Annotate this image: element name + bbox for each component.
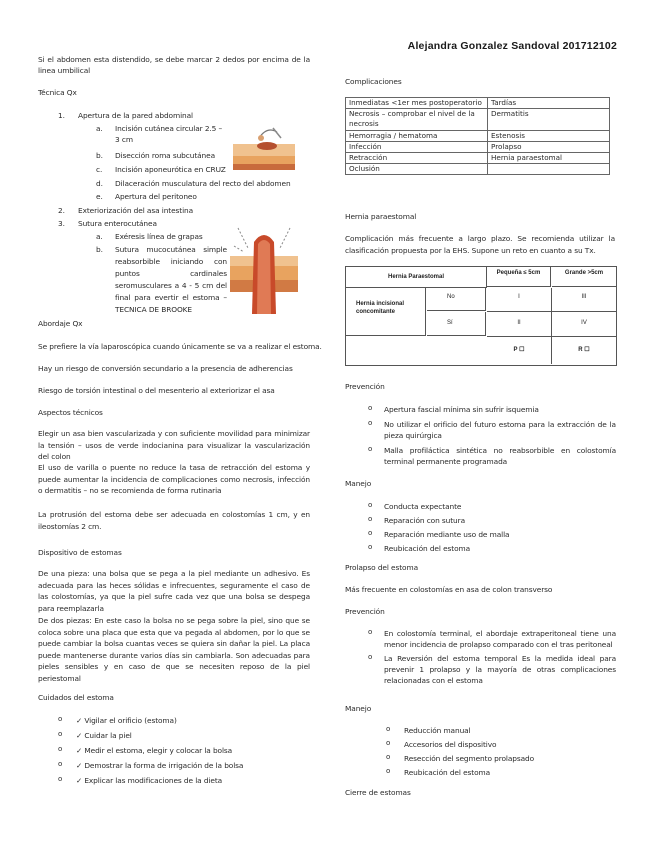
abordaje-title: Abordaje Qx bbox=[38, 319, 83, 328]
cuidados-item: ✓ Cuidar la piel bbox=[76, 731, 132, 740]
bullet-circle: o bbox=[386, 767, 391, 775]
step-3-num: 3. bbox=[58, 219, 65, 228]
hernia-cell: R ☐ bbox=[578, 347, 590, 353]
manejo-item: Accesorios del dispositivo bbox=[404, 740, 497, 749]
manejo-title: Manejo bbox=[345, 704, 372, 713]
prevencion-item: Apertura fascial mínima sin sufrir isquemia bbox=[384, 405, 539, 414]
dispositivo-p1: De una pieza: una bolsa que se pega a la piel mediante un adhesivo. Es adecuada para las heces sólidas e infrecuentes, seguramente el caso de las colostomías, ya que la piel sufre cada vez que una bolsa se despega para reemplazarla bbox=[38, 569, 310, 613]
aspectos-p1: Elegir un asa bien vascularizada y con suficiente movilidad para minimizar la tensión – usos de verde indocianina para visualizar la vascularización del colon bbox=[38, 429, 310, 461]
substep-1e-text: Apertura del peritoneo bbox=[115, 192, 197, 201]
hernia-table-header: Grande >5cm bbox=[552, 267, 616, 287]
bullet-circle: o bbox=[368, 653, 373, 661]
bullet-circle: o bbox=[368, 515, 373, 523]
substep-1c-letter: c. bbox=[96, 165, 103, 174]
manejo-title: Manejo bbox=[345, 479, 372, 488]
bullet-circle: o bbox=[368, 501, 373, 509]
table-row bbox=[346, 142, 610, 153]
substep-1a-letter: a. bbox=[96, 124, 103, 133]
incision-illustration bbox=[233, 124, 295, 170]
manejo-item: Conducta expectante bbox=[384, 502, 462, 511]
hernia-cell: III bbox=[552, 288, 616, 312]
substep-1e-letter: e. bbox=[96, 192, 103, 201]
prolapso-paragraph: Más frecuente en colostomías en asa de colon transverso bbox=[345, 585, 553, 594]
step-1-label: Apertura de la pared abdominal bbox=[78, 111, 193, 120]
abordaje-p3: Riesgo de torsión intestinal o del mesenterio al exteriorizar el asa bbox=[38, 386, 275, 395]
dispositivo-p2: De dos piezas: En este caso la bolsa no se pega sobre la piel, sino que se coloca sobre una placa que esta que va pegada al abdomen, por lo que se puede cambiar la bolsa cuantas veces se quiera sin dañar la piel. La placa puede mantenerse durante varios días sin cambiarla. Son adecuadas para pieles sensibles y en caso de que se necesiten reposo de la piel periestomal bbox=[38, 616, 310, 683]
manejo-item: Reparación mediante uso de malla bbox=[384, 530, 510, 539]
tecnica-title: Técnica Qx bbox=[38, 88, 77, 97]
table-cell: Infección bbox=[346, 142, 488, 153]
bullet-circle: o bbox=[386, 753, 391, 761]
author-header: Alejandra Gonzalez Sandoval 201712102 bbox=[407, 40, 617, 52]
prevencion-item: En colostomía terminal, el abordaje extraperitoneal tiene una menor incidencia de prolapso comparado con el tras peritoneal bbox=[384, 629, 616, 649]
step-1-num: 1. bbox=[58, 111, 65, 120]
bullet-circle: o bbox=[58, 760, 63, 768]
bullet-circle: o bbox=[368, 404, 373, 412]
table-cell: Prolapso bbox=[488, 142, 610, 153]
substep-3a-letter: a. bbox=[96, 232, 103, 241]
table-row bbox=[346, 109, 610, 131]
substep-1c-text: Incisión aponeurótica en CRUZ bbox=[115, 165, 226, 174]
hernia-cell: II bbox=[487, 312, 552, 337]
aspectos-p2: El uso de varilla o puente no reduce la tasa de retracción del estoma y puede aumentar la incidencia de complicaciones como necrosis, infección o dermatitis – no se recomienda de forma rutinaria bbox=[38, 463, 310, 495]
hernia-paragraph: Complicación más frecuente a largo plazo. Se recomienda utilizar la clasificación propuesta por la EHS. Supone un reto en cuanto a su Tx. bbox=[345, 234, 615, 255]
bullet-circle: o bbox=[58, 715, 63, 723]
hernia-cell: I bbox=[487, 288, 552, 312]
cuidados-item: ✓ Medir el estoma, elegir y colocar la bolsa bbox=[76, 746, 233, 755]
hernia-row-label: Hernia incisional concomitante bbox=[346, 288, 426, 336]
table-cell: Hernia paraestomal bbox=[488, 153, 610, 164]
stoma-illustration bbox=[230, 222, 298, 314]
manejo-item: Reducción manual bbox=[404, 726, 471, 735]
dispositivo-title: Dispositivo de estomas bbox=[38, 548, 122, 557]
bullet-circle: o bbox=[386, 739, 391, 747]
bullet-circle: o bbox=[368, 628, 373, 636]
prevencion-item: La Reversión del estoma temporal Es la medida ideal para prevenir 1 prolapso y la mayoría de otras complicaciones relacionadas con el estoma bbox=[384, 654, 616, 685]
prolapso-title: Prolapso del estoma bbox=[345, 563, 419, 572]
cuidados-item: ✓ Explicar las modificaciones de la dieta bbox=[76, 776, 223, 785]
abordaje-p1: Se prefiere la vía laparoscópica cuando únicamente se va a realizar el estoma. bbox=[38, 342, 322, 351]
hernia-classification-table bbox=[345, 266, 617, 366]
prevencion-item: Malla profiláctica sintética no reabsorbible en colostomía terminal permanente programada bbox=[384, 446, 616, 466]
hernia-table-header: Hernia Paraestomal bbox=[346, 267, 487, 288]
hernia-cell: No bbox=[427, 288, 486, 311]
complicaciones-title: Complicaciones bbox=[345, 77, 402, 86]
table-cell bbox=[488, 164, 610, 175]
abordaje-p2: Hay un riesgo de conversión secundario a la presencia de adherencias bbox=[38, 364, 293, 373]
table-row bbox=[346, 153, 610, 164]
prevencion-title: Prevención bbox=[345, 382, 385, 391]
bullet-circle: o bbox=[58, 730, 63, 738]
bullet-circle: o bbox=[368, 419, 373, 427]
aspectos-p3: La protrusión del estoma debe ser adecuada en colostomías 1 cm, y en ileostomías 2 cm. bbox=[38, 510, 310, 531]
manejo-item: Reubicación del estoma bbox=[404, 768, 491, 777]
table-row bbox=[346, 98, 610, 109]
substep-1d-text: Dilaceración musculatura del recto del abdomen bbox=[115, 179, 291, 188]
cuidados-title: Cuidados del estoma bbox=[38, 693, 114, 702]
prevencion-title: Prevención bbox=[345, 607, 385, 616]
hernia-cell: P ☐ bbox=[487, 337, 552, 364]
table-cell: Estenosis bbox=[488, 131, 610, 142]
bullet-circle: o bbox=[368, 445, 373, 453]
manejo-item: Reubicación del estoma bbox=[384, 544, 471, 553]
prevencion-item: No utilizar el orificio del futuro estoma para la extracción de la pieza quirúrgica bbox=[384, 420, 616, 440]
bullet-circle: o bbox=[368, 543, 373, 551]
step-2-label: Exteriorización del asa intestina bbox=[78, 206, 194, 215]
table-cell: Hemorragia / hematoma bbox=[346, 131, 488, 142]
complicaciones-table bbox=[345, 97, 610, 175]
table-row bbox=[346, 131, 610, 142]
hernia-title: Hernia paraestomal bbox=[345, 212, 417, 221]
bullet-circle: o bbox=[58, 745, 63, 753]
cuidados-item: ✓ Vigilar el orificio (estoma) bbox=[76, 716, 177, 725]
table-cell: Necrosis – comprobar el nivel de la necrosis bbox=[346, 109, 488, 131]
table-cell: Inmediatas <1er mes postoperatorio bbox=[346, 98, 488, 109]
table-cell: Tardías bbox=[488, 98, 610, 109]
step-2-num: 2. bbox=[58, 206, 65, 215]
table-cell: Oclusión bbox=[346, 164, 488, 175]
table-cell: Retracción bbox=[346, 153, 488, 164]
substep-1b-letter: b. bbox=[96, 151, 103, 160]
cierre-title: Cierre de estomas bbox=[345, 788, 411, 797]
table-cell: Dermatitis bbox=[488, 109, 610, 131]
bullet-circle: o bbox=[368, 529, 373, 537]
bullet-circle: o bbox=[58, 775, 63, 783]
substep-3b-text: Sutura mucocutánea simple reabsorbible iniciando con puntos cardinales seromusculares a 4 - 5 cm del final para evertir el estoma – TECNICA DE BROOKE bbox=[115, 245, 227, 314]
substep-1b-text: Disección roma subcutánea bbox=[115, 151, 216, 160]
manejo-item: Reparación con sutura bbox=[384, 516, 466, 525]
manejo-item: Resección del segmento prolapsado bbox=[404, 754, 535, 763]
substep-3b-letter: b. bbox=[96, 245, 103, 254]
table-row bbox=[346, 164, 610, 175]
substep-1d-letter: d. bbox=[96, 179, 103, 188]
intro-paragraph: Si el abdomen esta distendido, se debe marcar 2 dedos por encima de la linea umbilical bbox=[38, 55, 310, 75]
aspectos-title: Aspectos técnicos bbox=[38, 408, 103, 417]
substep-1a-text: Incisión cutánea circular 2.5 – 3 cm bbox=[115, 124, 223, 144]
step-3-label: Sutura enterocutánea bbox=[78, 219, 157, 228]
bullet-circle: o bbox=[386, 725, 391, 733]
hernia-table-header: Pequeña ≤ 5cm bbox=[487, 267, 551, 287]
hernia-cell: IV bbox=[552, 312, 616, 337]
substep-3a-text: Exéresis línea de grapas bbox=[115, 232, 203, 241]
cuidados-item: ✓ Demostrar la forma de irrigación de la bolsa bbox=[76, 761, 244, 770]
hernia-cell: Sí bbox=[427, 312, 486, 336]
